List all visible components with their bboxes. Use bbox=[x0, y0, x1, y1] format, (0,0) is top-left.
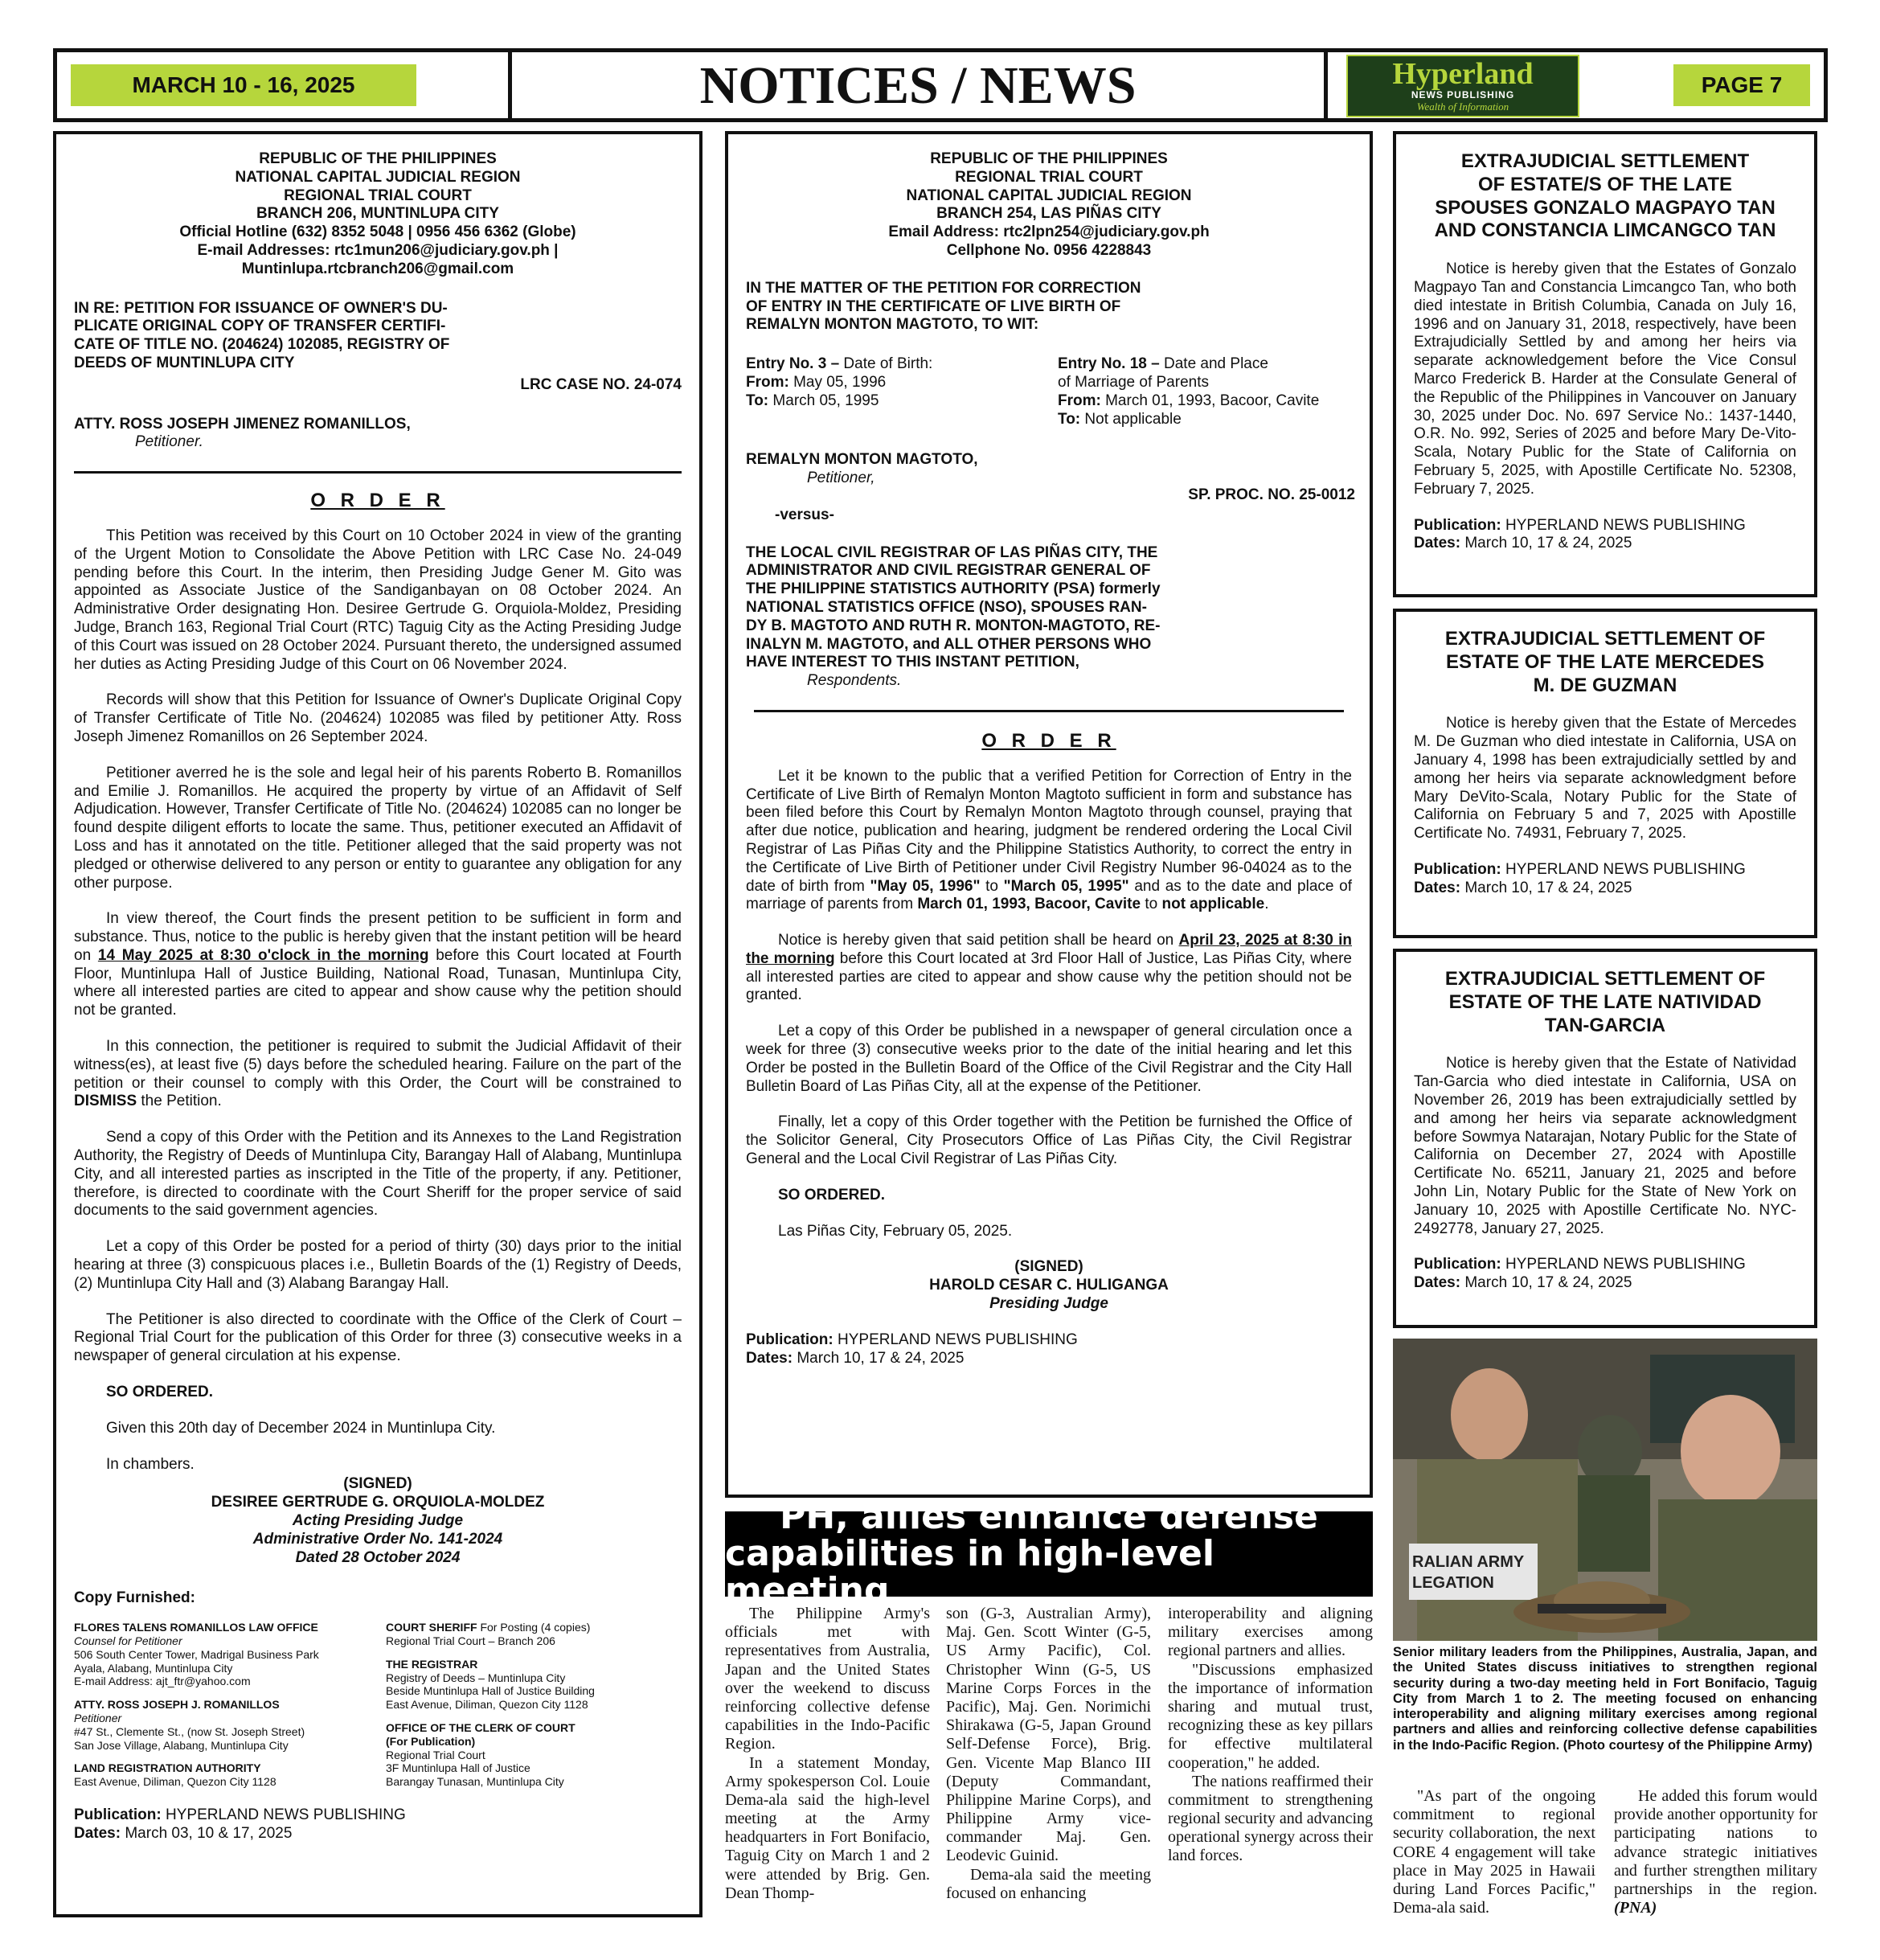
petitioner-name: ATTY. ROSS JOSEPH JIMENEZ ROMANILLOS, bbox=[74, 415, 411, 433]
hearing-date: April 23, 2025 at 8:30 in the morning bbox=[746, 932, 1352, 967]
order-paragraph: Petitioner averred he is the sole and legal heir of his parents Roberto B. Romanillos and Emilie J. Romanillos. He acquired the property by virtue of an Affidavit of Self Adjudication. However, Transfer Certificate of Title No. (204624) 102085 can no longer be found despite diligent efforts to locate the same. Thus, petitioner executed an Affidavit of Loss and has it annotated on the title. Petitioner alleged that the said property was not pledged or otherwise delivered to any person or entity to guarantee any obligation for any other purpose. bbox=[74, 764, 682, 892]
notice-extrajudicial-tan bbox=[1393, 131, 1817, 597]
publication-line: Publication: HYPERLAND NEWS PUBLISHING bbox=[74, 1806, 406, 1823]
notice-lrc-case bbox=[53, 131, 702, 1917]
entries bbox=[746, 355, 1352, 428]
publication-line: Publication: HYPERLAND NEWS PUBLISHING bbox=[1414, 1256, 1746, 1273]
case-number: LRC CASE NO. 24-074 bbox=[520, 375, 682, 393]
publication-dates: Dates: March 10, 17 & 24, 2025 bbox=[1414, 1274, 1632, 1292]
issue-date-badge: MARCH 10 - 16, 2025 bbox=[71, 64, 416, 106]
publication-dates: Dates: March 10, 17 & 24, 2025 bbox=[1414, 535, 1632, 552]
logo-tagline: Wealth of Information bbox=[1416, 100, 1509, 113]
news-column-2: son (G-3, Australian Army), Maj. Gen. Scott Winter (G-5, US Army Pacific), Col. Christopher Winn (G-5, US Marine Corps Forces in the Pacific), Maj. Gen. Norimichi Shirakawa (G-5, Japan Ground Self-Defense Force), Brig. Gen. Vicente Map Blanco III (Deputy Commandant, Philippine Marine Corps), and Philippine Army vice-commander Maj. Gen. Leodevic Guinid. Dema-ala said the meeting focused on enhancing bbox=[946, 1605, 1151, 1902]
publication-line: Publication: HYPERLAND NEWS PUBLISHING bbox=[746, 1331, 1078, 1348]
hearing-date: 14 May 2025 at 8:30 o'clock in the morning bbox=[97, 946, 429, 964]
case-caption: IN RE: PETITION FOR ISSUANCE OF OWNER'S DU- PLICATE ORIGINAL COPY OF TRANSFER CERTIFI- CATE OF TITLE NO. (204624) 102085, REGISTRY OF DEEDS OF MUNTINLUPA CITY bbox=[74, 299, 450, 371]
publication-dates: Dates: March 10, 17 & 24, 2025 bbox=[746, 1349, 965, 1367]
publication-line: Publication: HYPERLAND NEWS PUBLISHING bbox=[1414, 860, 1746, 878]
news-column-4: "As part of the ongoing commitment to regional security collaboration, the next CORE 4 engagement will take place in May 2025 in Hawaii during Land Forces Pacific," Dema-ala said. bbox=[1393, 1787, 1595, 1917]
order-title: O R D E R bbox=[310, 490, 445, 512]
logo-subtitle: NEWS PUBLISHING bbox=[1411, 89, 1515, 100]
news-photo bbox=[1393, 1339, 1817, 1641]
hearing-paragraph: Notice is hereby given that said petition shall be heard on April 23, 2025 at 8:30 in the morning before this Court located at 3rd Floor Hall of Justice, Las Piñas City, where all interested parties are cited to appear and show cause why the petition should not be granted. bbox=[746, 932, 1352, 1004]
divider bbox=[754, 710, 1344, 712]
news-column-3: interoperability and aligning military exercises among regional partners and allies. "Discussions emphasized the importance of information sharing and mutual trust, recognizing these as key pillars for effective multilateral cooperation," he added. The nations reaffirmed their commitment to strengthening regional security and advancing operational synergy across their land forces. bbox=[1168, 1605, 1373, 1865]
in-chambers: In chambers. bbox=[106, 1455, 195, 1473]
given-date: Given this 20th day of December 2024 in Muntinlupa City. bbox=[106, 1419, 496, 1437]
order-paragraph: Send a copy of this Order with the Petition and its Annexes to the Land Registration Authority, the Registry of Deeds of Muntinlupa City, Barangay Hall of Alabang, Muntinlupa City, and all interested parties as inscripted in the Title of the property, if any. Petitioner, therefore, is directed to coordinate with the Court Sheriff for the proper service of said documents to the said government agencies. bbox=[74, 1129, 682, 1220]
signature-block: (SIGNED) DESIREE GERTRUDE G. ORQUIOLA-MOLDEZ Acting Presiding Judge Administrative Order No. 141-2024 Dated 28 October 2024 bbox=[211, 1475, 545, 1566]
page-number-badge: PAGE 7 bbox=[1673, 64, 1810, 106]
court-heading: REPUBLIC OF THE PHILIPPINES NATIONAL CAPITAL JUDICIAL REGION REGIONAL TRIAL COURT BRANCH 206, MUNTINLUPA CITY Official Hotline (632) 8352 5048 | 0956 456 6362 (Globe) E-mail Addresses: rtc1mun206@judiciary.gov.ph | Muntinlupa.rtcbranch206@gmail.com bbox=[179, 150, 576, 277]
copy-furnished-title: Copy Furnished: bbox=[74, 1589, 195, 1607]
section-title: NOTICES / NEWS bbox=[508, 51, 1328, 121]
so-ordered: SO ORDERED. bbox=[778, 1186, 886, 1203]
petitioner-role: Petitioner, bbox=[807, 469, 875, 487]
photo-sign-text: LEGATION bbox=[1412, 1574, 1494, 1592]
order-paragraph: Let it be known to the public that a verified Petition for Correction of Entry in the Certificate of Live Birth of Remalyn Monton Magtoto sufficient in form and substance has been filed before this Court by Remalyn Monton Magtoto through counsel, praying that after due notice, publication and hearing, judgment be rendered ordering the Local Civil Registrar of Las Piñas City and the Philippine Statistics Authority, to correct the entry in the Certificate of Live Birth of Petitioner under Civil Registry Number 96-04024 as to the date of birth from "May 05, 1996" to "March 05, 1995" and as to the date and place of marriage of parents from March 01, 1993, Bacoor, Cavite to not applicable. bbox=[746, 767, 1352, 913]
so-ordered: SO ORDERED. bbox=[106, 1384, 214, 1401]
order-paragraph: Finally, let a copy of this Order together with the Petition be furnished the Office of the Solicitor General, City Prosecutors Office of Las Piñas City, the Civil Registrar General and the Local Civil Registrar of Las Piñas City. bbox=[746, 1113, 1352, 1168]
order-paragraph: Let a copy of this Order be posted for a period of thirty (30) days prior to the initial hearing at three (3) conspicuous places i.e., Bulletin Boards of the (1) Registry of Deeds, (2) Muntinlupa City Hall and (3) Alabang Barangay Hall. bbox=[74, 1238, 682, 1292]
notice-title: EXTRAJUDICIAL SETTLEMENT OF ESTATE OF THE LATE MERCEDES M. DE GUZMAN bbox=[1444, 628, 1766, 696]
respondents-role: Respondents. bbox=[807, 672, 902, 690]
copy-furnished-list: FLORES TALENS ROMANILLOS LAW OFFICE Counsel for Petitioner 506 South Center Tower, Madrigal Business Park Ayala, Alabang, Muntinlupa City E-mail Address: ajt_ftr@yahoo.com ATTY. ROSS JOSEPH J. ROMANILLOS Petitioner #47 St., Clemente St., (now St. Joseph Street) San Jose Village, Alabang, Muntinlupa City LAND REGISTRATION AUTHORITY East Avenue, Diliman, Quezon City 1128 COURT SHERIFF For Posting (4 copies) Regional Trial Court – Branch 206 THE REGISTRAR Registry of Deeds – Muntinlupa City Beside Muntinlupa Hall of Justice Building East Avenue, Diliman, Quezon City 1128 OFFICE OF THE CLERK OF COURT (For Publication) Regional Trial Court 3F Muntinlupa Hall of Justice Barangay Tunasan, Muntinlupa City bbox=[74, 1621, 595, 1789]
meeting-photo-illustration bbox=[1393, 1339, 1817, 1641]
publication-dates: Dates: March 10, 17 & 24, 2025 bbox=[1414, 879, 1632, 896]
order-title: O R D E R bbox=[981, 729, 1116, 752]
petitioner-role: Petitioner. bbox=[135, 433, 203, 451]
order-paragraph: Records will show that this Petition for Issuance of Owner's Duplicate Original Copy of Transfer Certificate of Title No. (204624) 102085 was filed by petitioner Atty. Ross Joseph Jimenez Romanillos on 26 September 2024. bbox=[74, 691, 682, 745]
case-number: SP. PROC. NO. 25-0012 bbox=[1188, 486, 1355, 503]
entry-3: Entry No. 3 – Date of Birth: From: May 05, 1996 To: March 05, 1995 bbox=[746, 355, 933, 409]
logo-name: Hyperland bbox=[1392, 57, 1534, 91]
notice-body: Notice is hereby given that the Estates of Gonzalo Magpayo Tan and Constancia Limcangco Tan, who both died intestate in British Columbia, Canada on July 16, 1996 and on January 31, 2018, respectively, have been Extrajudicially Settled by and among her heirs via separate acknowledgement before the Vice Consul Marco Frederick B. Harder at the Consulate General of the Republic of the Philippines in Vancouver on January 30, 2025 under Doc. No. 697 Service No.: 1437-1440, O.R. No. 992, Series of 2025 and before Mary De-Vito- Scala, Notary Public for the State of California on February 5, 2025, with Apostille Certificate No. 52308, February 7, 2025. bbox=[1414, 260, 1796, 498]
order-paragraph: This Petition was received by this Court on 10 October 2024 in view of the granting of the Urgent Motion to Consolidate the Above Petition with LRC Case No. 24-049 pending before this Court. In the interim, then Presiding Judge Gener M. Gito was appointed as Associate Justice of the Sandiganbayan on 08 October 2024. An Administrative Order designating Hon. Desiree Gertrude G. Orquiola-Moldez, Presiding Judge, Branch 163, Regional Trial Court (RTC) Taguig City as the Acting Presiding Judge of this Court was issued on 28 October 2024. Pursuant thereto, the undersigned assumed her duties as Acting Presiding Judge of this Court on 06 November 2024. bbox=[74, 527, 682, 673]
photo-sign-text: RALIAN ARMY bbox=[1412, 1553, 1525, 1571]
respondents: THE LOCAL CIVIL REGISTRAR OF LAS PIÑAS CITY, THE ADMINISTRATOR AND CIVIL REGISTRAR GENERAL OF THE PHILIPPINE STATISTICS AUTHORITY (PSA) formerly NATIONAL STATISTICS OFFICE (NSO), SPOUSES RAN- DY B. MAGTOTO AND RUTH R. MONTON-MAGTOTO, RE- INALYN M. MAGTOTO, and ALL OTHER PERSONS WHO HAVE INTEREST TO THIS INSTANT PETITION, bbox=[746, 543, 1161, 671]
notice-body: Notice is hereby given that the Estate of Mercedes M. De Guzman who died intestate in California, USA on January 4, 1998 has been extrajudicially settled by and among her heirs via separate acknowledgment before Mary DeVito-Scala, Notary Public for the State of California on February 5 and 7, 2025 with Apostille Certificate No. 74931, February 7, 2025. bbox=[1414, 715, 1796, 843]
publication-dates: Dates: March 03, 10 & 17, 2025 bbox=[74, 1824, 293, 1842]
news-column-5: He added this forum would provide another opportunity for participating nations to advance strategic initiatives and further strengthen military partnerships in the region. (PNA) bbox=[1614, 1787, 1817, 1917]
versus: -versus- bbox=[775, 506, 834, 523]
entry-18: Entry No. 18 – Date and Place of Marriage of Parents From: March 01, 1993, Bacoor, Cavite To: Not applicable bbox=[1058, 355, 1320, 428]
notice-correction-entry bbox=[725, 131, 1373, 1498]
court-heading: REPUBLIC OF THE PHILIPPINES REGIONAL TRIAL COURT NATIONAL CAPITAL JUDICIAL REGION BRANCH 254, LAS PIÑAS CITY Email Address: rtc2lpn254@judiciary.gov.ph Cellphone No. 0956 4228843 bbox=[888, 150, 1210, 259]
divider bbox=[74, 471, 682, 474]
place-date: Las Piñas City, February 05, 2025. bbox=[778, 1222, 1013, 1240]
hearing-paragraph: In view thereof, the Court finds the present petition to be sufficient in form and substance. Thus, notice to the public is hereby given that the instant petition will be heard on 14 May 2025 at 8:30 o'clock in the morning before this Court located at Fourth Floor, Muntinlupa Hall of Justice Building, National Road, Tunasan, Muntinlupa City, where all interested parties are cited to appear and show cause why the petition should not be granted. bbox=[74, 910, 682, 1019]
order-paragraph: Let a copy of this Order be published in a newspaper of general circulation once a week for three (3) consecutive weeks prior to the date of the initial hearing and let this Order be posted in the Bulletin Board of the Office of the Civil Registrar and the City Hall Bulletin Board of Las Piñas City, all at the expense of the Petitioner. bbox=[746, 1023, 1352, 1095]
matter-caption: IN THE MATTER OF THE PETITION FOR CORRECTION OF ENTRY IN THE CERTIFICATE OF LIVE BIRTH OF REMALYN MONTON MAGTOTO, TO WIT: bbox=[746, 279, 1141, 334]
news-headline: PH, allies enhance defense capabilities in high-level meeting bbox=[725, 1511, 1373, 1597]
photo-caption: Senior military leaders from the Philippines, Australia, Japan, and the United States discuss initiatives to strengthen regional security during a two-day meeting held in Fort Bonifacio, Taguig City from March 1 to 2. The meeting focused on enhancing interoperability and aligning military exercises among regional partners and allies and reinforcing collective defense capabilities in the Indo-Pacific Region. (Photo courtesy of the Philippine Army) bbox=[1393, 1645, 1817, 1753]
notice-body: Notice is hereby given that the Estate of Natividad Tan-Garcia who died intestate in California, USA on November 26, 2019 has been extrajudicially settled by and among her heirs via separate acknowledgment before Sowmya Natarajan, Notary Public for the State of California on December 27, 2024 with Apostille Certificate No. 65211, January 21, 2025 and before John Lin, Notary Public for the State of New York on January 10, 2025 with Apostille Certificate No. NYC-2492778, January 27, 2025. bbox=[1414, 1055, 1796, 1237]
notice-extrajudicial-tan-garcia bbox=[1393, 949, 1817, 1328]
petitioner-name: REMALYN MONTON MAGTOTO, bbox=[746, 451, 978, 469]
order-paragraph: The Petitioner is also directed to coordinate with the Office of the Clerk of Court – Regional Trial Court for the publication of this Order for three (3) consecutive weeks in a newspaper of general circulation at his expense. bbox=[74, 1310, 682, 1365]
publisher-logo bbox=[1346, 55, 1579, 117]
news-column-1: The Philippine Army's officials met with representatives from Australia, Japan and the United States over the weekend to discuss reinforcing collective defense capabilities in the Indo-Pacific Region. In a statement Monday, Army spokesperson Col. Louie Dema-ala said the high-level meeting at the Army headquarters in Fort Bonifacio, Taguig City on March 1 and 2 were attended by Brig. Gen. Dean Thomp- bbox=[725, 1605, 930, 1902]
affidavit-paragraph: In this connection, the petitioner is required to submit the Judicial Affidavit of their witness(es), at least five (5) days before the scheduled hearing. Failure on the part of the petition or their counsel to comply with this Order, the Court will be constrained to DISMISS the Petition. bbox=[74, 1038, 682, 1110]
notice-title: EXTRAJUDICIAL SETTLEMENT OF ESTATE OF THE LATE NATIVIDAD TAN-GARCIA bbox=[1444, 968, 1766, 1036]
signature-block: (SIGNED) HAROLD CESAR C. HULIGANGA Presiding Judge bbox=[929, 1258, 1169, 1313]
publication-line: Publication: HYPERLAND NEWS PUBLISHING bbox=[1414, 516, 1746, 534]
notice-extrajudicial-de-guzman bbox=[1393, 609, 1817, 938]
notice-title: EXTRAJUDICIAL SETTLEMENT OF ESTATE/S OF THE LATE SPOUSES GONZALO MAGPAYO TAN AND CONSTANCIA LIMCANGCO TAN bbox=[1434, 150, 1776, 242]
